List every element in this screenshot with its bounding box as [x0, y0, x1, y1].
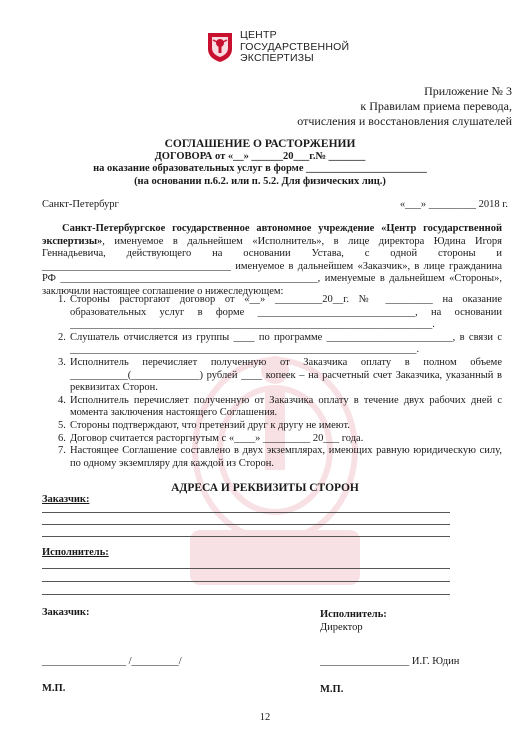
term-item	[58, 331, 502, 357]
title-line-3: на оказание образовательных услуг в форме _______________________	[93, 163, 427, 174]
logo-line-1: ЦЕНТР	[240, 29, 277, 41]
term-text: Слушатель отчисляется из группы ____ по программе ________________________, в связи с __________________________________________________________________.	[70, 331, 502, 356]
executor-line	[42, 581, 450, 582]
signature-customer-label: Заказчик:	[42, 607, 90, 618]
term-number: 1.	[58, 294, 66, 305]
term-number: 2.	[58, 331, 66, 343]
term-text: Договор считается расторгнутым с «____» _________ 20___ года.	[70, 432, 364, 444]
city: Санкт-Петербург	[42, 199, 119, 210]
agreement-date: «___» _________ 2018 г.	[399, 199, 508, 210]
customer-line	[42, 536, 450, 537]
term-item	[58, 294, 502, 332]
term-number: 4.	[58, 394, 66, 406]
term-number: 7.	[58, 445, 66, 457]
term-item	[58, 394, 502, 420]
requisites-title: АДРЕСА И РЕКВИЗИТЫ СТОРОН	[171, 482, 359, 494]
terms-list	[42, 294, 502, 470]
appendix-line-2: к Правилам приема перевода,	[360, 99, 512, 113]
term-item	[58, 445, 502, 470]
executor-signature-line: _________________ И.Г. Юдин	[320, 656, 460, 667]
term-number: 6.	[58, 432, 66, 444]
intro-paragraph	[42, 223, 502, 299]
executor-line	[42, 568, 450, 569]
term-number: 5.	[58, 419, 66, 431]
requisites-executor-label: Исполнитель:	[42, 547, 109, 558]
document-title	[40, 138, 480, 188]
term-text: Настоящее Соглашение составлено в двух экземплярах, имеющих равную юридическую силу, по одному экземпляру для каждой из Сторон.	[70, 445, 502, 469]
appendix-line-1: Приложение № 3	[424, 84, 512, 98]
stamp-right: М.П.	[320, 684, 344, 695]
term-text: Стороны расторгают договор от «__» _________20__г. № _________ на оказание образовательных услуг в форме ______________________________, на основании _____________________________________________________________________.	[70, 294, 502, 331]
term-item	[58, 432, 502, 446]
term-item	[58, 419, 502, 433]
logo-line-2: ГОСУДАРСТВЕННОЙ	[240, 40, 350, 53]
customer-line	[42, 524, 450, 525]
title-line-4: (на основании п.6.2. или п. 5.2. Для физических лиц.)	[134, 175, 386, 187]
title-line-1: СОГЛАШЕНИЕ О РАСТОРЖЕНИИ	[164, 138, 356, 150]
term-text: Исполнитель перечисляет полученную от Заказчика оплату в течение двух рабочих дней с момента заключения настоящего Соглашения.	[70, 394, 502, 419]
organization-logo-text	[240, 30, 349, 65]
coat-of-arms-icon	[207, 31, 233, 63]
signature-executor-label: Исполнитель:	[320, 609, 387, 620]
term-text: Исполнитель перечисляет полученную от Заказчика оплату в полном объеме ___________(_____________) рублей ____ копеек – на расчетный счет Заказчика, указанный в реквизитах Сторон.	[70, 356, 502, 394]
customer-line	[42, 512, 450, 513]
stamp-left: М.П.	[42, 683, 66, 694]
customer-signature-line: ________________ /_________/	[42, 656, 182, 667]
page-number: 12	[259, 712, 271, 723]
term-number: 3.	[58, 356, 66, 368]
title-line-2: ДОГОВОРА от «__» ______20___г.№ _______	[154, 150, 366, 162]
executor-position: Директор	[320, 622, 363, 633]
term-item	[58, 356, 502, 395]
logo-line-3: ЭКСПЕРТИЗЫ	[240, 52, 314, 64]
intro-text: , именуемое в дальнейшем «Исполнитель», в лице директора Юдина Игоря Геннадьевича, действующего на основании Устава, с одной стороны и ____________________________________ именуемое в дальнейшем «Заказчик», в лице гражданина РФ _________________________________________________, именуемые в дальнейшем «Стороны», заключили настоящее соглашение о нижеследующем:	[42, 235, 502, 297]
appendix-note	[297, 84, 512, 129]
requisites-customer-label: Заказчик:	[42, 494, 90, 505]
term-text: Стороны подтверждают, что претензий друг к другу не имеют.	[70, 419, 350, 431]
executor-line	[42, 594, 450, 595]
intro-bold: Санкт-Петербургское государственное автономное учреждение «Центр государственной экспертизы»	[42, 223, 502, 247]
appendix-line-3: отчисления и восстановления слушателей	[297, 114, 512, 128]
